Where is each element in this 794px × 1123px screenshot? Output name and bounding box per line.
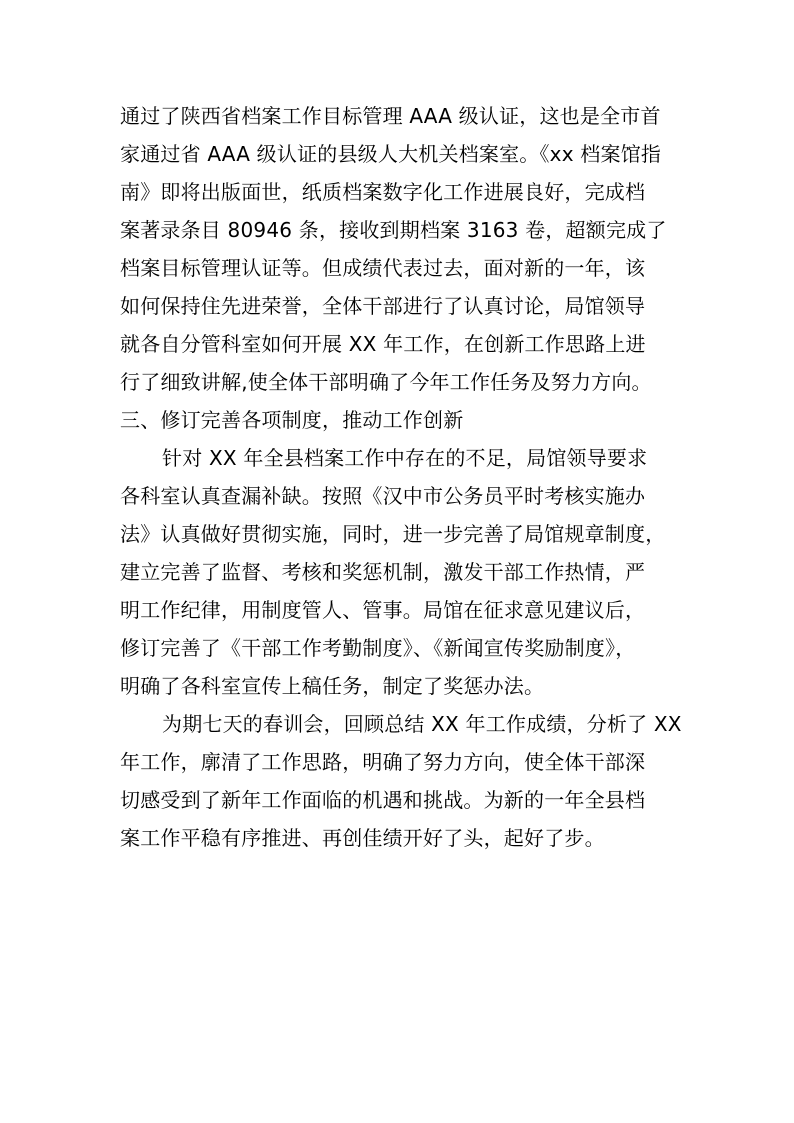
body-text-line: 家通过省 AAA 级认证的县级人大机关档案室。《xx 档案馆指 (120, 142, 662, 166)
body-text-line: 如何保持住先进荣誉，全体干部进行了认真讨论，局馆领导 (120, 294, 646, 318)
body-text-line: 就各自分管科室如何开展 XX 年工作，在创新工作思路上进 (120, 332, 646, 356)
body-text-line: 通过了陕西省档案工作目标管理 AAA 级认证，这也是全市首 (120, 104, 661, 128)
body-text-line: 案著录条目 80946 条，接收到期档案 3163 卷，超额完成了 (120, 218, 667, 242)
body-text-line: 修订完善了《干部工作考勤制度》、《新闻宣传奖励制度》， (120, 636, 636, 660)
body-text-line: 年工作，廓清了工作思路，明确了努力方向，使全体干部深 (120, 750, 646, 774)
body-text-line: 明工作纪律，用制度管人、管事。局馆在征求意见建议后， (120, 598, 646, 622)
body-text-line: 明确了各科室宣传上稿任务，制定了奖惩办法。 (120, 674, 545, 698)
body-text-line: 建立完善了监督、考核和奖惩机制，激发干部工作热情，严 (120, 560, 646, 584)
body-text-line: 南》即将出版面世，纸质档案数字化工作进展良好，完成档 (120, 180, 646, 204)
body-text-line: 针对 XX 年全县档案工作中存在的不足，局馆领导要求 (162, 446, 648, 470)
section-heading: 三、修订完善各项制度，推动工作创新 (120, 408, 464, 432)
body-text-line: 行了细致讲解,使全体干部明确了今年工作任务及努力方向。 (120, 370, 652, 394)
body-text-line: 法》认真做好贯彻实施，同时，进一步完善了局馆规章制度， (120, 522, 666, 546)
body-text-line: 案工作平稳有序推进、再创佳绩开好了头，起好了步。 (120, 826, 605, 850)
body-text-line: 档案目标管理认证等。但成绩代表过去，面对新的一年，该 (120, 256, 646, 280)
body-text-line: 切感受到了新年工作面临的机遇和挑战。为新的一年全县档 (120, 788, 646, 812)
body-text-line: 为期七天的春训会，回顾总结 XX 年工作成绩，分析了 XX (162, 712, 682, 736)
body-text-line: 各科室认真查漏补缺。按照《汉中市公务员平时考核实施办 (120, 484, 646, 508)
